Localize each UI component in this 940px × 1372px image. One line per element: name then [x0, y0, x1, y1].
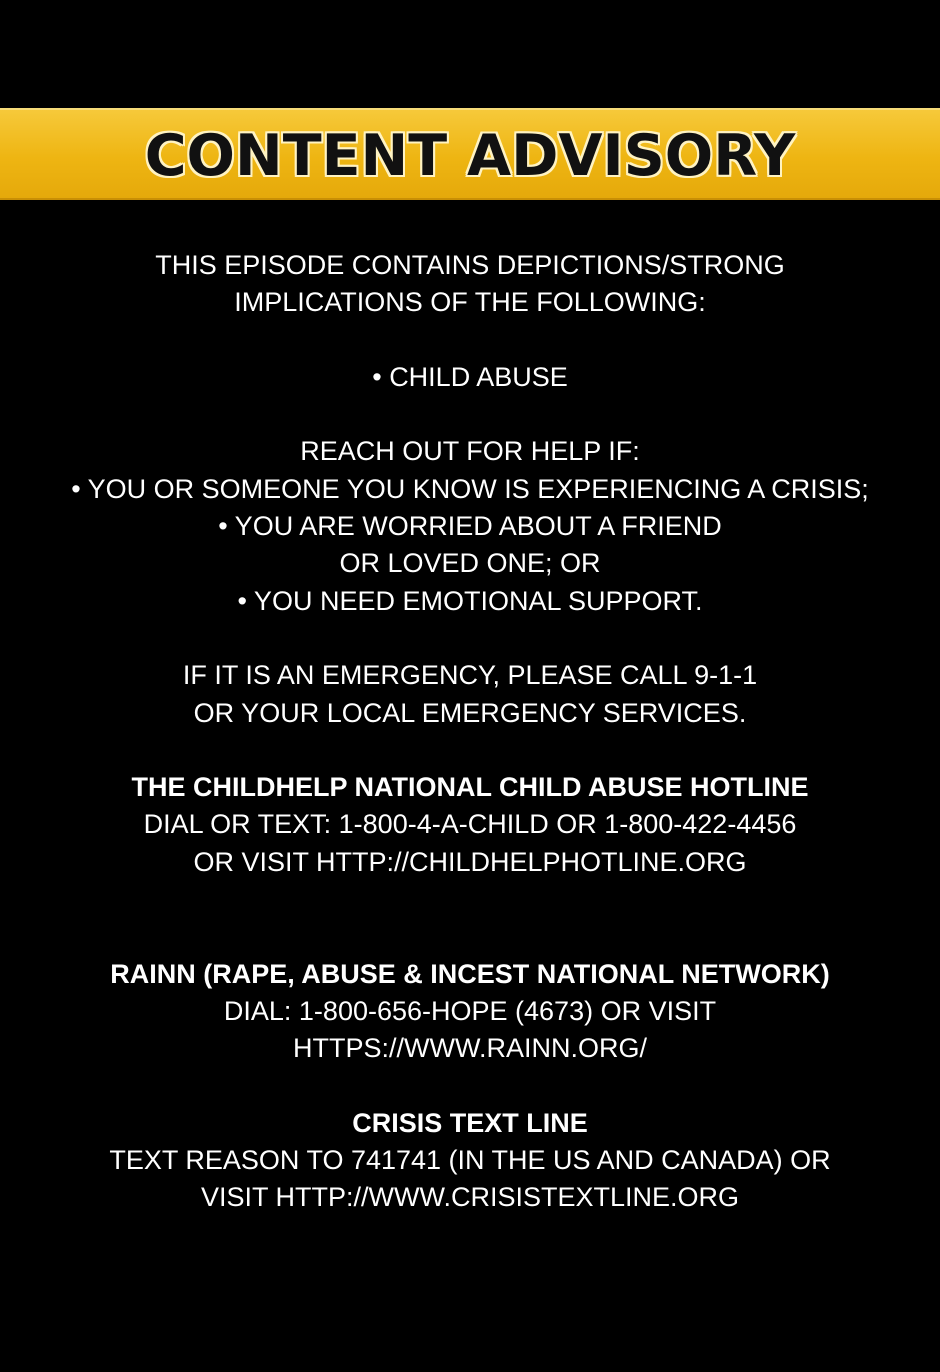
resource-contact-childhelp: DIAL OR TEXT: 1-800-4-A-CHILD OR 1-800-422-4456 — [143, 809, 797, 840]
resource-link-crisis-text-line: VISIT HTTP://WWW.CRISISTEXTLINE.ORG — [200, 1182, 740, 1213]
content-advisory-banner — [0, 108, 940, 200]
resource-name-rainn: RAINN (RAPE, ABUSE & INCEST NATIONAL NETWORK) — [110, 958, 830, 989]
intro-line-2: IMPLICATIONS OF THE FOLLOWING: — [234, 287, 706, 318]
emergency-line-2: OR YOUR LOCAL EMERGENCY SERVICES. — [193, 697, 747, 728]
intro-line-1: THIS EPISODE CONTAINS DEPICTIONS/STRONG — [155, 250, 785, 280]
help-line: • YOU OR SOMEONE YOU KNOW IS EXPERIENCING A CRISIS; — [71, 473, 869, 504]
page-title: CONTENT ADVISORY — [144, 123, 796, 189]
help-line: • YOU ARE WORRIED ABOUT A FRIEND — [218, 511, 722, 542]
resource-link-childhelp: OR VISIT HTTP://CHILDHELPHOTLINE.ORG — [193, 846, 747, 877]
help-line: OR LOVED ONE; OR — [339, 548, 601, 579]
help-heading: REACH OUT FOR HELP IF: — [300, 436, 640, 467]
resource-contact-crisis-text-line: TEXT REASON TO 741741 (IN THE US AND CANADA) OR — [109, 1145, 831, 1176]
topic-item: • CHILD ABUSE — [372, 361, 568, 392]
advisory-body — [0, 247, 940, 1217]
help-line: • YOU NEED EMOTIONAL SUPPORT. — [237, 585, 703, 616]
resource-name-crisis-text-line: CRISIS TEXT LINE — [352, 1107, 588, 1138]
resource-name-childhelp: THE CHILDHELP NATIONAL CHILD ABUSE HOTLINE — [131, 772, 809, 803]
resource-contact-rainn: DIAL: 1-800-656-HOPE (4673) OR VISIT — [223, 995, 717, 1026]
resource-link-rainn: HTTPS://WWW.RAINN.ORG/ — [293, 1033, 647, 1064]
emergency-line-1: IF IT IS AN EMERGENCY, PLEASE CALL 9-1-1 — [182, 660, 758, 691]
